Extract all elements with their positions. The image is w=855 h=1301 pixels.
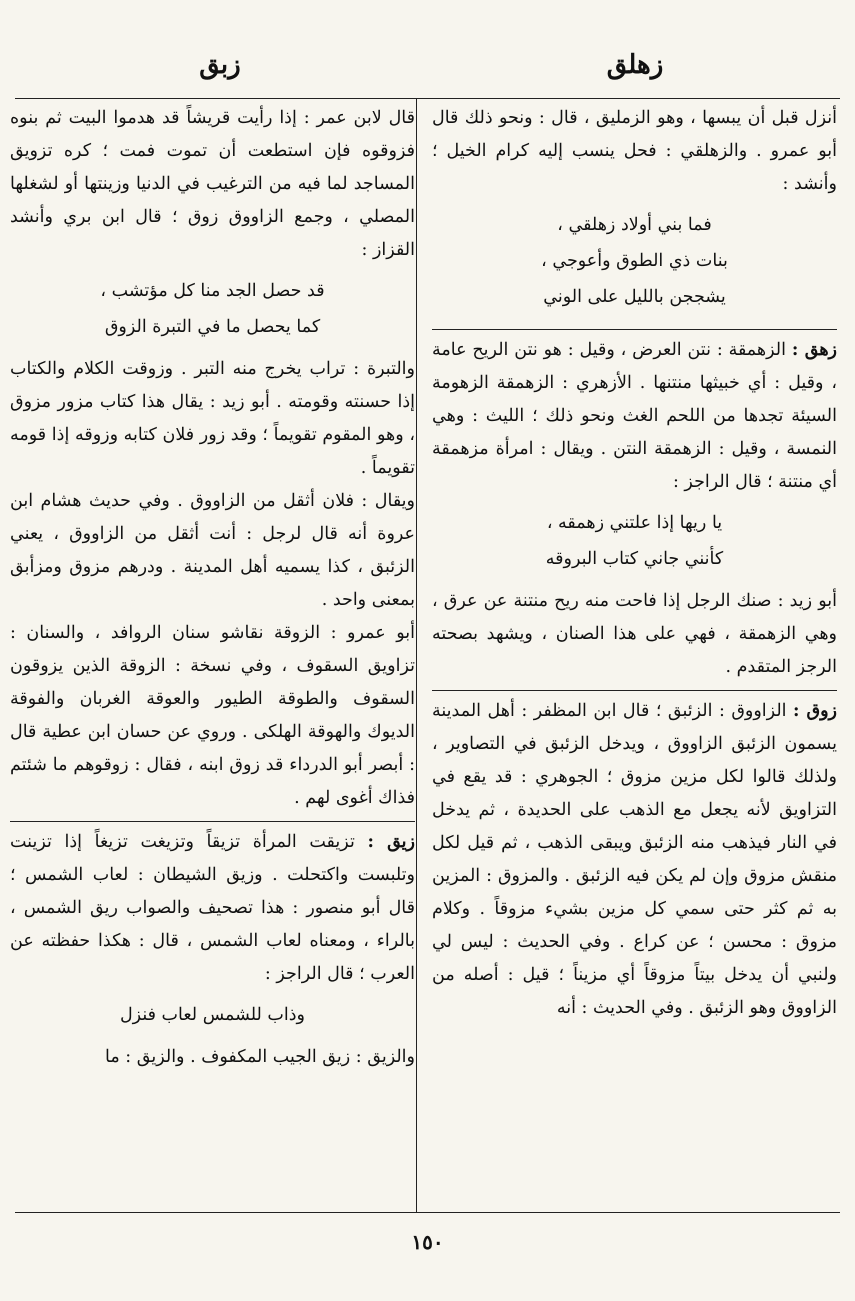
- header-word-left: زبق: [199, 50, 241, 80]
- headword: زوق :: [793, 701, 837, 721]
- right-column: [432, 102, 837, 1208]
- verse-block: [432, 505, 837, 577]
- page-number: ١٥٠: [411, 1230, 444, 1254]
- entry-zahlaq-continuation: [432, 102, 837, 330]
- left-column: [10, 102, 415, 1208]
- paragraph: [10, 826, 415, 991]
- headword: زهق :: [791, 340, 837, 360]
- entry-zawq: [432, 695, 837, 1031]
- verse-line: يشججن بالليل على الوني: [543, 287, 726, 307]
- verse-line: بنات ذي الطوق وأعوجي ،: [541, 251, 728, 271]
- verse-block: [10, 273, 415, 345]
- column-divider: [416, 98, 417, 1212]
- verse-line: كما يحصل ما في التبرة الزوق: [104, 317, 321, 337]
- bottom-rule: [15, 1212, 840, 1213]
- paragraph: والتبرة : تراب يخرج منه التبر . وزوقت الكلام والكتاب إذا حسنته وقومته . أبو زيد : يقال هذا كتاب مزور مزوق ، وهو المقوم تقويماً ؛ وقد زور فلان كتابه وزوقه إذا قومه تقويماً .: [10, 359, 415, 478]
- header-word-right: زهلق: [606, 50, 664, 80]
- paragraph: ويقال : فلان أثقل من الزاووق . وفي حديث هشام ابن عروة أنه قال لرجل : أنت أثقل من الزاووق ، يعني الزئبق ، كذا يسميه أهل المدينة . ودرهم مزوق ومزأبق بمعنى واحد .: [10, 491, 415, 610]
- entry-text: الزهمقة : نتن العرض ، وقيل : هو نتن الريح عامة ، وقيل : أي خبيثها منتنها . الأزهري : الزهمقة الزهومة السيئة تجدها من اللحم الغث ونحو ذلك ؛ الليث : وهي النمسة ، وقيل : الزهمقة النتن . ويقال : امرأة مزهمقة أي منتنة ؛ قال الراجز :: [432, 340, 837, 492]
- paragraph: أنزل قبل أن يبسها ، وهو الزمليق ، قال : ونحو ذلك قال أبو عمرو . والزهلقي : فحل ينسب إليه كرام الخيل ؛ وأنشد :: [432, 108, 837, 194]
- verse-line: وذاب للشمس لعاب فنزل: [119, 1005, 306, 1025]
- verse-line: فما بني أولاد زهلقي ،: [557, 215, 712, 235]
- top-rule: [15, 98, 840, 99]
- verse-line: قد حصل الجد منا كل مؤتشب ،: [100, 281, 325, 301]
- verse-block: [10, 997, 415, 1033]
- verse-line: يا ريها إذا علتني زهمقه ،: [546, 513, 723, 533]
- paragraph: أبو زيد : صنك الرجل إذا فاحت منه ريح منتنة عن عرق ، وهي الزهمقة ، فهي على هذا الصنان ، ويشهد بصحته الرجز المتقدم .: [432, 591, 837, 677]
- paragraph: والزيق : زيق الجيب المكفوف . والزيق : ما: [105, 1047, 415, 1067]
- verse-line: كأنني جاني كتاب البروقه: [545, 549, 724, 569]
- paragraph: [432, 695, 837, 1025]
- entry-text: الزاووق : الزئبق ؛ قال ابن المظفر : أهل المدينة يسمون الزئبق الزاووق ، ويدخل الزئبق في التصاوير ، ولذلك قالوا لكل مزين مزوق ؛ الجوهري : قد يقع في التزاويق لأنه يجعل مع الذهب على الحديدة ، ثم يدخل في النار فيذهب منه الزئبق ويبقى الذهب ، ثم قيل لكل منقش مزوق وإن لم يكن فيه الزئبق . والمزوق : المزين به ثم كثر حتى سمي كل مزين بشيء مزوقاً . وكلام مزوق : محسن ؛ عن كراع . وفي الحديث : ليس لي ولنبي أن يدخل بيتاً مزوقاً أي مزيناً ؛ قيل : أصله من الزاووق وهو الزئبق . وفي الحديث : أنه: [432, 701, 837, 1018]
- entry-text: تزيقت المرأة تزيقاً وتزيغت تزيغاً إذا تزينت وتلبست واكتحلت . وزيق الشيطان : لعاب الشمس ؛ قال أبو منصور : هذا تصحيف والصواب ريق الشمس ، بالراء ، ومعناه لعاب الشمس ، قال : هكذا حفظته عن العرب ؛ قال الراجز :: [10, 832, 415, 984]
- paragraph: أبو عمرو : الزوقة نقاشو سنان الروافد ، والسنان : تزاويق السقوف ، وفي نسخة : الزوقة الذين يزوقون السقوف والطوقة الطيور والعوقة الغربان والفوقة الديوك والهوقة الهلكى . وروي عن حسان ابن عطية قال : أبصر أبو الدرداء قد زوق ابنه ، فقال : زوقوهم ما شئتم فذاك أغوى لهم .: [10, 623, 415, 808]
- verse-block: [432, 207, 837, 315]
- headword: زيق :: [367, 832, 415, 852]
- entry-zayq: [10, 826, 415, 1080]
- entry-zahq: [432, 334, 837, 691]
- entry-zawq-continuation: [10, 102, 415, 822]
- paragraph: [432, 334, 837, 499]
- paragraph: قال لابن عمر : إذا رأيت قريشاً قد هدموا البيت ثم بنوه فزوقوه فإن استطعت أن تموت فمت ؛ كره تزويق المساجد لما فيه من الترغيب في الدنيا وزينتها أو لشغلها المصلي ، وجمع الزاووق زوق ؛ قال ابن بري وأنشد القزاز :: [10, 108, 415, 260]
- page-header: [15, 50, 840, 90]
